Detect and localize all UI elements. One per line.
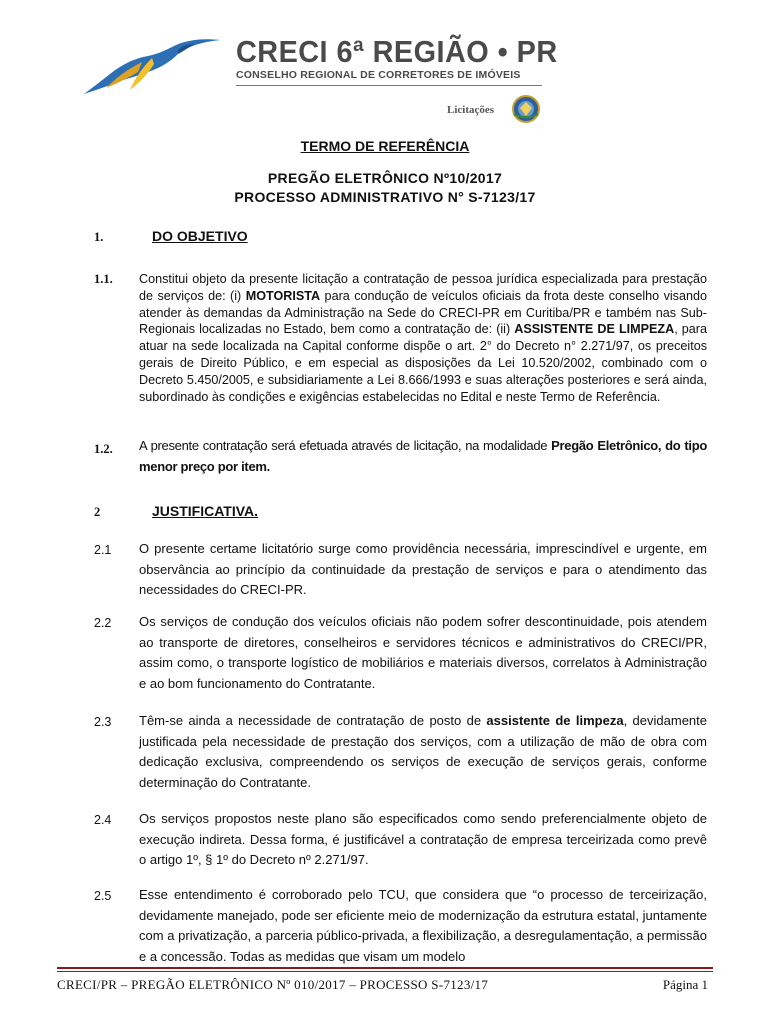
process-number: PROCESSO ADMINISTRATIVO N° S-7123/17 [234,189,536,205]
clause-2-3-text: Têm-se ainda a necessidade de contratação de posto de assistente de limpeza, devidamente justificada pela necessidade de prestação dos serviços, com a utilização de mão de obra com dedicação exclusiva, compreendendo os serviços de execução de serviços gerais, conforme determinação do Contratante. [139,713,708,790]
section-label: Licitações [447,104,495,116]
hummingbird-logo-icon [82,32,227,102]
clause-2-1-text: O presente certame licitatório surge como providência necessária, imprescindível e urgente, em observância ao princípio da continuidade da prestação de serviços e para o atendimento das necessidades do CRECI-PR. [139,541,707,597]
clause-number: 2.3 [94,715,112,729]
clause-number: 1.1. [94,272,113,286]
clause-2-5-text: Esse entendimento é corroborado pelo TCU, que considera que “o processo de terceirização, devidamente manejado, pode ser eficiente meio de modernização da estrutura estatal, juntamente com a privatização, a parceria público-privada, a flexibilização, a desregulamentação, a permissão e a concessão. Todas as medidas que visam um modelo [139,887,707,964]
footer-divider [57,967,713,969]
clause-number: 2.4 [94,813,112,827]
clause-number: 1.2. [94,442,113,456]
clause-1-1-text: Constitui objeto da presente licitação a contratação de pessoa jurídica especializada para prestação de serviços de: (i) MOTORISTA para condução de veículos oficiais da frota deste conselho visando atender às demandas da Administração na Sede do CRECI-PR em Curitiba/PR e também nas Sub-Regionais localizadas no Estado, bem como a contratação de: (ii) ASSISTENTE DE LIMPEZA, para atuar na sede localizada na Capital conforme dispõe o art. 2° do Decreto n° 2.271/97, os preceitos gerais de Direito Público, e em especial as disposições da Lei 10.520/2002, combinado com o Decreto 5.450/2005, e subsidiariamente a Lei 8.666/1993 e suas alterações posteriores e será ainda, subordinado às condições e exigências estabelecidas no Edital e neste Termo de Referência. [139,272,707,404]
logo-divider [236,85,542,86]
clause-number: 2.1 [94,543,112,557]
page-number: Página 1 [662,977,708,992]
logo-subtitle: CONSELHO REGIONAL DE CORRETORES DE IMÓVEIS [236,69,521,81]
document-header [0,0,770,135]
document-title: TERMO DE REFERÊNCIA [300,138,470,154]
section-number: 2 [94,505,101,519]
clause-2-2-text: Os serviços de condução dos veículos oficiais não podem sofrer descontinuidade, pois atendem ao transporte de diretores, conselheiros e servidores técnicos e administrativos do CRECI/PR, assim como, o transporte logístico de mobiliários e materiais diversos, correlatos à Administração e ao bom funcionamento do Contratante. [139,614,707,691]
clause-2-4-text: Os serviços propostos neste plano são especificados como sendo preferencialmente objeto de execução indireta. Dessa forma, é justificável a contratação de empresa terceirizada como prevê o artigo 1º, § 1º do Decreto nº 2.271/97. [139,811,707,867]
auction-number: PREGÃO ELETRÔNICO Nº10/2017 [267,170,503,186]
section-heading-objetivo: DO OBJETIVO [152,228,248,244]
section-number: 1. [94,230,104,244]
coat-of-arms-seal-icon [511,94,541,124]
logo-title: CRECI 6ª REGIÃO • PR [236,34,558,69]
clause-1-2-text: A presente contratação será efetuada através de licitação, na modalidade Pregão Eletrônico, do tipo menor preço por item. [139,438,707,474]
footer-reference: CRECI/PR – PREGÃO ELETRÔNICO Nº 010/2017 – PROCESSO S-7123/17 [57,977,489,992]
footer-divider-thin [57,971,713,972]
section-heading-justificativa: JUSTIFICATIVA. [152,503,259,519]
clause-number: 2.2 [94,616,112,630]
clause-number: 2.5 [94,889,112,903]
